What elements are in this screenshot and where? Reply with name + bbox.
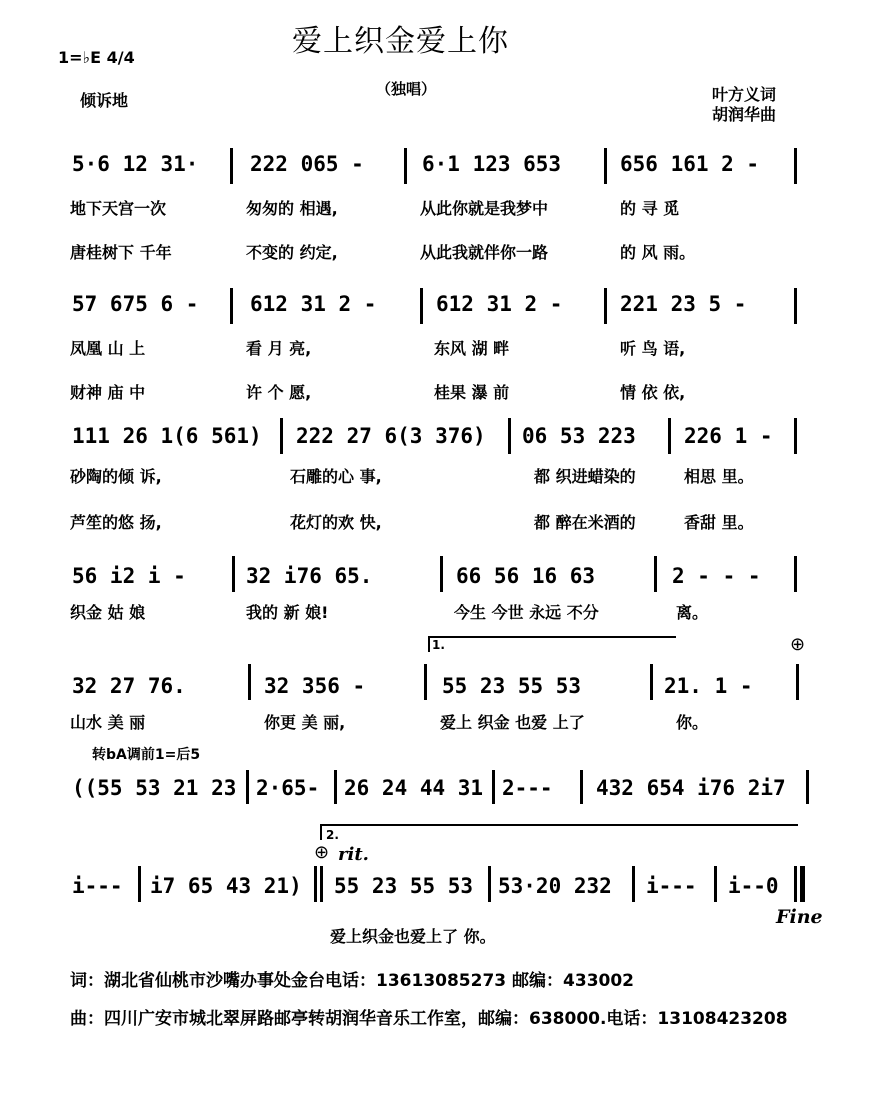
lyric: 花灯的欢 快,	[290, 513, 382, 532]
measure-4-1: 56 i2 i -	[72, 564, 186, 588]
measure-7-2: i7 65 43 21)	[150, 874, 302, 898]
lyric: 从此你就是我梦中	[420, 199, 549, 218]
lyric: 匆匆的 相遇,	[246, 199, 338, 218]
barline	[508, 418, 511, 454]
measure-7-1: i---	[72, 874, 123, 898]
lyric: 听 鸟 语,	[620, 339, 686, 358]
composer-credit: 胡润华曲	[712, 105, 777, 124]
lyric: 相思 里。	[684, 467, 754, 486]
barline	[492, 770, 495, 804]
barline	[232, 556, 235, 592]
measure-3-3: 06 53 223	[522, 424, 636, 448]
barline	[424, 664, 427, 700]
composer-contact: 曲：四川广安市城北翠屏路邮亭转胡润华音乐工作室，邮编：638000.电话：13108423208	[70, 1009, 788, 1029]
barline	[488, 866, 491, 902]
volta-bracket-1	[428, 636, 676, 652]
page-title: 爱上织金爱上你	[292, 24, 509, 59]
barline	[806, 770, 809, 804]
lyric: 今生 今世 永远 不分	[454, 603, 599, 622]
lyric: 不变的 约定,	[246, 243, 338, 262]
barline	[230, 288, 233, 324]
measure-6-1: ((55 53 21 23	[72, 776, 237, 800]
barline	[796, 664, 799, 700]
lyric: 爱上 织金 也爱 上了	[440, 713, 585, 732]
final-barline	[794, 866, 797, 902]
volta-bracket-2	[320, 824, 798, 840]
measure-1-2: 222 065 -	[250, 152, 364, 176]
lyric: 砂陶的倾 诉,	[70, 467, 162, 486]
barline	[230, 148, 233, 184]
barline	[420, 288, 423, 324]
lyric: 织金 姑 娘	[70, 603, 146, 622]
lyric: 的 风 雨。	[620, 243, 696, 262]
barline	[440, 556, 443, 592]
lyric: 山水 美 丽	[70, 713, 146, 732]
lyric: 离。	[676, 603, 709, 622]
measure-5-3: 55 23 55 53	[442, 674, 582, 698]
lyric: 香甜 里。	[684, 513, 754, 532]
ritardando-mark: rit.	[338, 844, 369, 865]
measure-4-2: 32 i76 65.	[246, 564, 373, 588]
lyric: 都 醉在米酒的	[534, 513, 636, 532]
lyric: 凤凰 山 上	[70, 339, 146, 358]
measure-1-3: 6·1 123 653	[422, 152, 562, 176]
lyric: 桂果 瀑 前	[434, 383, 510, 402]
measure-4-3: 66 56 16 63	[456, 564, 596, 588]
measure-3-4: 226 1 -	[684, 424, 773, 448]
measure-2-3: 612 31 2 -	[436, 292, 563, 316]
lyric: 都 织进蜡染的	[534, 467, 636, 486]
volta-2-label: 2.	[326, 828, 339, 842]
lyric: 许 个 愿,	[246, 383, 312, 402]
measure-4-4: 2 - - -	[672, 564, 761, 588]
lyric: 你更 美 丽,	[264, 713, 346, 732]
barline	[632, 866, 635, 902]
barline	[404, 148, 407, 184]
key-signature: 1=♭E 4/4	[58, 48, 135, 67]
measure-5-4: 21. 1 -	[664, 674, 753, 698]
lyricist-contact: 词：湖北省仙桃市沙嘴办事处金台电话：13613085273 邮编：433002	[70, 971, 635, 991]
measure-1-1: 5·6 12 31·	[72, 152, 199, 176]
barline	[668, 418, 671, 454]
repeat-barline	[314, 866, 317, 902]
lyric: 东风 湖 畔	[434, 339, 510, 358]
measure-6-5: 432 654 i76 2i7	[596, 776, 786, 800]
lyric: 爱上织金也爱上了 你。	[330, 927, 496, 946]
barline	[280, 418, 283, 454]
barline	[794, 148, 797, 184]
lyricist-credit: 叶方义词	[712, 85, 777, 104]
barline	[248, 664, 251, 700]
measure-7-6: i--0	[728, 874, 779, 898]
barline	[794, 288, 797, 324]
lyric: 地下天宫一次	[70, 199, 167, 218]
fine-mark: Fine	[776, 906, 823, 928]
performance-type: （独唱）	[376, 80, 437, 98]
lyric: 从此我就伴你一路	[420, 243, 549, 262]
lyric: 情 依 依,	[620, 383, 686, 402]
lyric: 看 月 亮,	[246, 339, 312, 358]
measure-7-5: i---	[646, 874, 697, 898]
lyric: 我的 新 娘!	[246, 603, 329, 622]
barline	[714, 866, 717, 902]
lyric: 唐桂树下 千年	[70, 243, 172, 262]
measure-6-3: 26 24 44 31	[344, 776, 484, 800]
measure-2-2: 612 31 2 -	[250, 292, 377, 316]
measure-5-1: 32 27 76.	[72, 674, 186, 698]
measure-6-4: 2---	[502, 776, 553, 800]
barline	[650, 664, 653, 700]
measure-7-3: 55 23 55 53	[334, 874, 474, 898]
repeat-barline	[320, 866, 323, 902]
barline	[138, 866, 141, 902]
barline	[604, 148, 607, 184]
lyric: 的 寻 觅	[620, 199, 680, 218]
final-barline-thick	[800, 866, 805, 902]
measure-3-2: 222 27 6(3 376)	[296, 424, 486, 448]
measure-7-4: 53·20 232	[498, 874, 612, 898]
barline	[654, 556, 657, 592]
measure-1-4: 656 161 2 -	[620, 152, 760, 176]
measure-3-1: 111 26 1(6 561)	[72, 424, 262, 448]
measure-2-4: 221 23 5 -	[620, 292, 747, 316]
barline	[794, 556, 797, 592]
barline	[580, 770, 583, 804]
barline	[334, 770, 337, 804]
measure-6-2: 2·65-	[256, 776, 320, 800]
measure-2-1: 57 675 6 -	[72, 292, 199, 316]
coda-icon: ⊕	[790, 634, 806, 655]
modulation-note: 转bA调前1=后5	[92, 747, 201, 763]
lyric: 你。	[676, 713, 709, 732]
barline	[246, 770, 249, 804]
measure-5-2: 32 356 -	[264, 674, 366, 698]
lyric: 财神 庙 中	[70, 383, 146, 402]
volta-1-label: 1.	[432, 638, 445, 652]
tempo-marking: 倾诉地	[80, 91, 129, 110]
barline	[794, 418, 797, 454]
barline	[604, 288, 607, 324]
lyric: 芦笙的悠 扬,	[70, 513, 162, 532]
coda-icon-2: ⊕	[314, 842, 330, 863]
lyric: 石雕的心 事,	[290, 467, 382, 486]
